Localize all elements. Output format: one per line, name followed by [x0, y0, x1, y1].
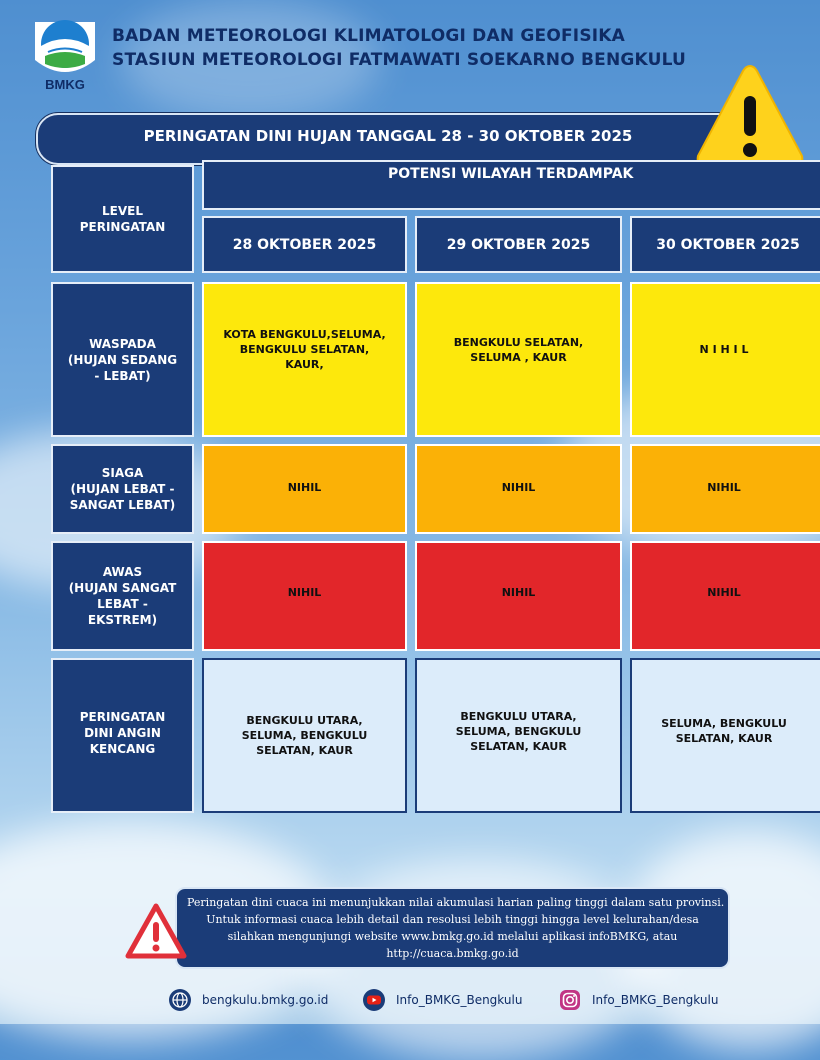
disclaimer-note: [175, 887, 730, 969]
siaga-cell-29: NIHIL: [415, 444, 622, 534]
level-label-line: SIAGA: [101, 466, 144, 480]
waspada-cell-28: [202, 282, 407, 437]
waspada-cell-29: [415, 282, 622, 437]
cell-line: SELUMA , KAUR: [470, 350, 567, 364]
date-header-1: 28 OKTOBER 2025: [202, 216, 407, 273]
awas-cell-30: NIHIL: [630, 541, 820, 651]
siaga-cell-28: NIHIL: [202, 444, 407, 534]
cell-line: KAUR,: [285, 358, 324, 371]
level-waspada: [51, 282, 194, 437]
cell-line: BENGKULU UTARA,: [246, 714, 363, 727]
level-label-line: - LEBAT): [94, 368, 151, 383]
cell-line: BENGKULU UTARA,: [460, 710, 577, 723]
bmkg-logo: [30, 12, 100, 92]
cell-line: SELATAN, KAUR: [256, 744, 353, 757]
waspada-cell-30: [630, 282, 820, 437]
date-header-2: 29 OKTOBER 2025: [415, 216, 622, 273]
cell-line: SELUMA, BENGKULU: [455, 725, 582, 738]
cell-line: BENGKULU SELATAN,: [239, 343, 370, 356]
level-header: [51, 165, 194, 273]
siaga-cell-30: NIHIL: [630, 444, 820, 534]
level-label-line: (HUJAN SANGAT: [68, 581, 177, 595]
website-text[interactable]: bengkulu.bmkg.go.id: [202, 993, 329, 1007]
footer-instagram[interactable]: [558, 988, 718, 1012]
title-banner: [36, 113, 740, 165]
org-name-line2: STASIUN METEOROLOGI FATMAWATI SOEKARNO BENGKULU: [112, 50, 687, 70]
level-angin-kencang: [51, 658, 194, 813]
angin-cell-30: [630, 658, 820, 813]
cell-line: SELUMA, BENGKULU: [661, 716, 787, 730]
footer-website[interactable]: [168, 988, 328, 1012]
cell-line: BENGKULU SELATAN,: [453, 335, 584, 349]
note-line: Untuk informasi cuaca lebih detail dan resolusi lebih tinggi hingga level kelurahan/desa: [206, 913, 699, 926]
date-header-3: 30 OKTOBER 2025: [630, 216, 820, 273]
bmkg-logo-icon: [30, 12, 100, 92]
level-label-line: KENCANG: [89, 741, 156, 756]
level-label-line: DINI ANGIN: [84, 725, 161, 740]
caution-icon: [124, 902, 188, 962]
level-siaga: [51, 444, 194, 534]
org-name-line1: BADAN METEOROLOGI KLIMATOLOGI DAN GEOFISIKA: [112, 26, 626, 46]
globe-icon: [168, 988, 192, 1012]
youtube-icon: [362, 988, 386, 1012]
cell-line: KOTA BENGKULU,SELUMA,: [223, 328, 386, 341]
footer-youtube[interactable]: [362, 988, 522, 1012]
level-label-line: EKSTREM): [87, 613, 158, 627]
level-label-line: SANGAT LEBAT): [69, 498, 176, 512]
note-line: Peringatan dini cuaca ini menunjukkan nilai akumulasi harian paling tinggi dalam satu provinsi.: [187, 896, 725, 909]
cell-line: SELATAN, KAUR: [675, 731, 773, 745]
level-label-line: AWAS: [102, 565, 143, 579]
region-header-text: POTENSI WILAYAH TERDAMPAK: [388, 166, 634, 182]
angin-cell-28: [202, 658, 407, 813]
level-label-line: (HUJAN SEDANG: [67, 352, 178, 367]
level-awas: [51, 541, 194, 651]
instagram-icon: [558, 988, 582, 1012]
level-header-line1: LEVEL: [102, 204, 143, 218]
level-header-line2: PERINGATAN: [79, 220, 166, 234]
cell-line: N I H I L: [699, 343, 749, 356]
level-label-line: (HUJAN LEBAT -: [70, 482, 175, 496]
cell-line: SELATAN, KAUR: [470, 740, 567, 753]
instagram-text[interactable]: Info_BMKG_Bengkulu: [592, 993, 719, 1007]
level-label-line: WASPADA: [89, 336, 156, 351]
awas-cell-28: NIHIL: [202, 541, 407, 651]
awas-cell-29: NIHIL: [415, 541, 622, 651]
level-label-line: LEBAT -: [97, 597, 148, 611]
region-header: [202, 160, 820, 210]
level-label-line: PERINGATAN: [79, 709, 166, 724]
note-line: http://cuaca.bmkg.go.id: [386, 947, 519, 960]
angin-cell-29: [415, 658, 622, 813]
cell-line: SELUMA, BENGKULU: [241, 729, 368, 742]
note-line: silahkan mengunjungi website www.bmkg.go.id melalui aplikasi infoBMKG, atau: [227, 930, 678, 943]
warning-triangle-icon: [694, 62, 806, 170]
banner-title: PERINGATAN DINI HUJAN TANGGAL 28 - 30 OKTOBER 2025: [143, 127, 633, 145]
logo-text: BMKG: [45, 77, 85, 92]
youtube-text[interactable]: Info_BMKG_Bengkulu: [396, 993, 523, 1007]
